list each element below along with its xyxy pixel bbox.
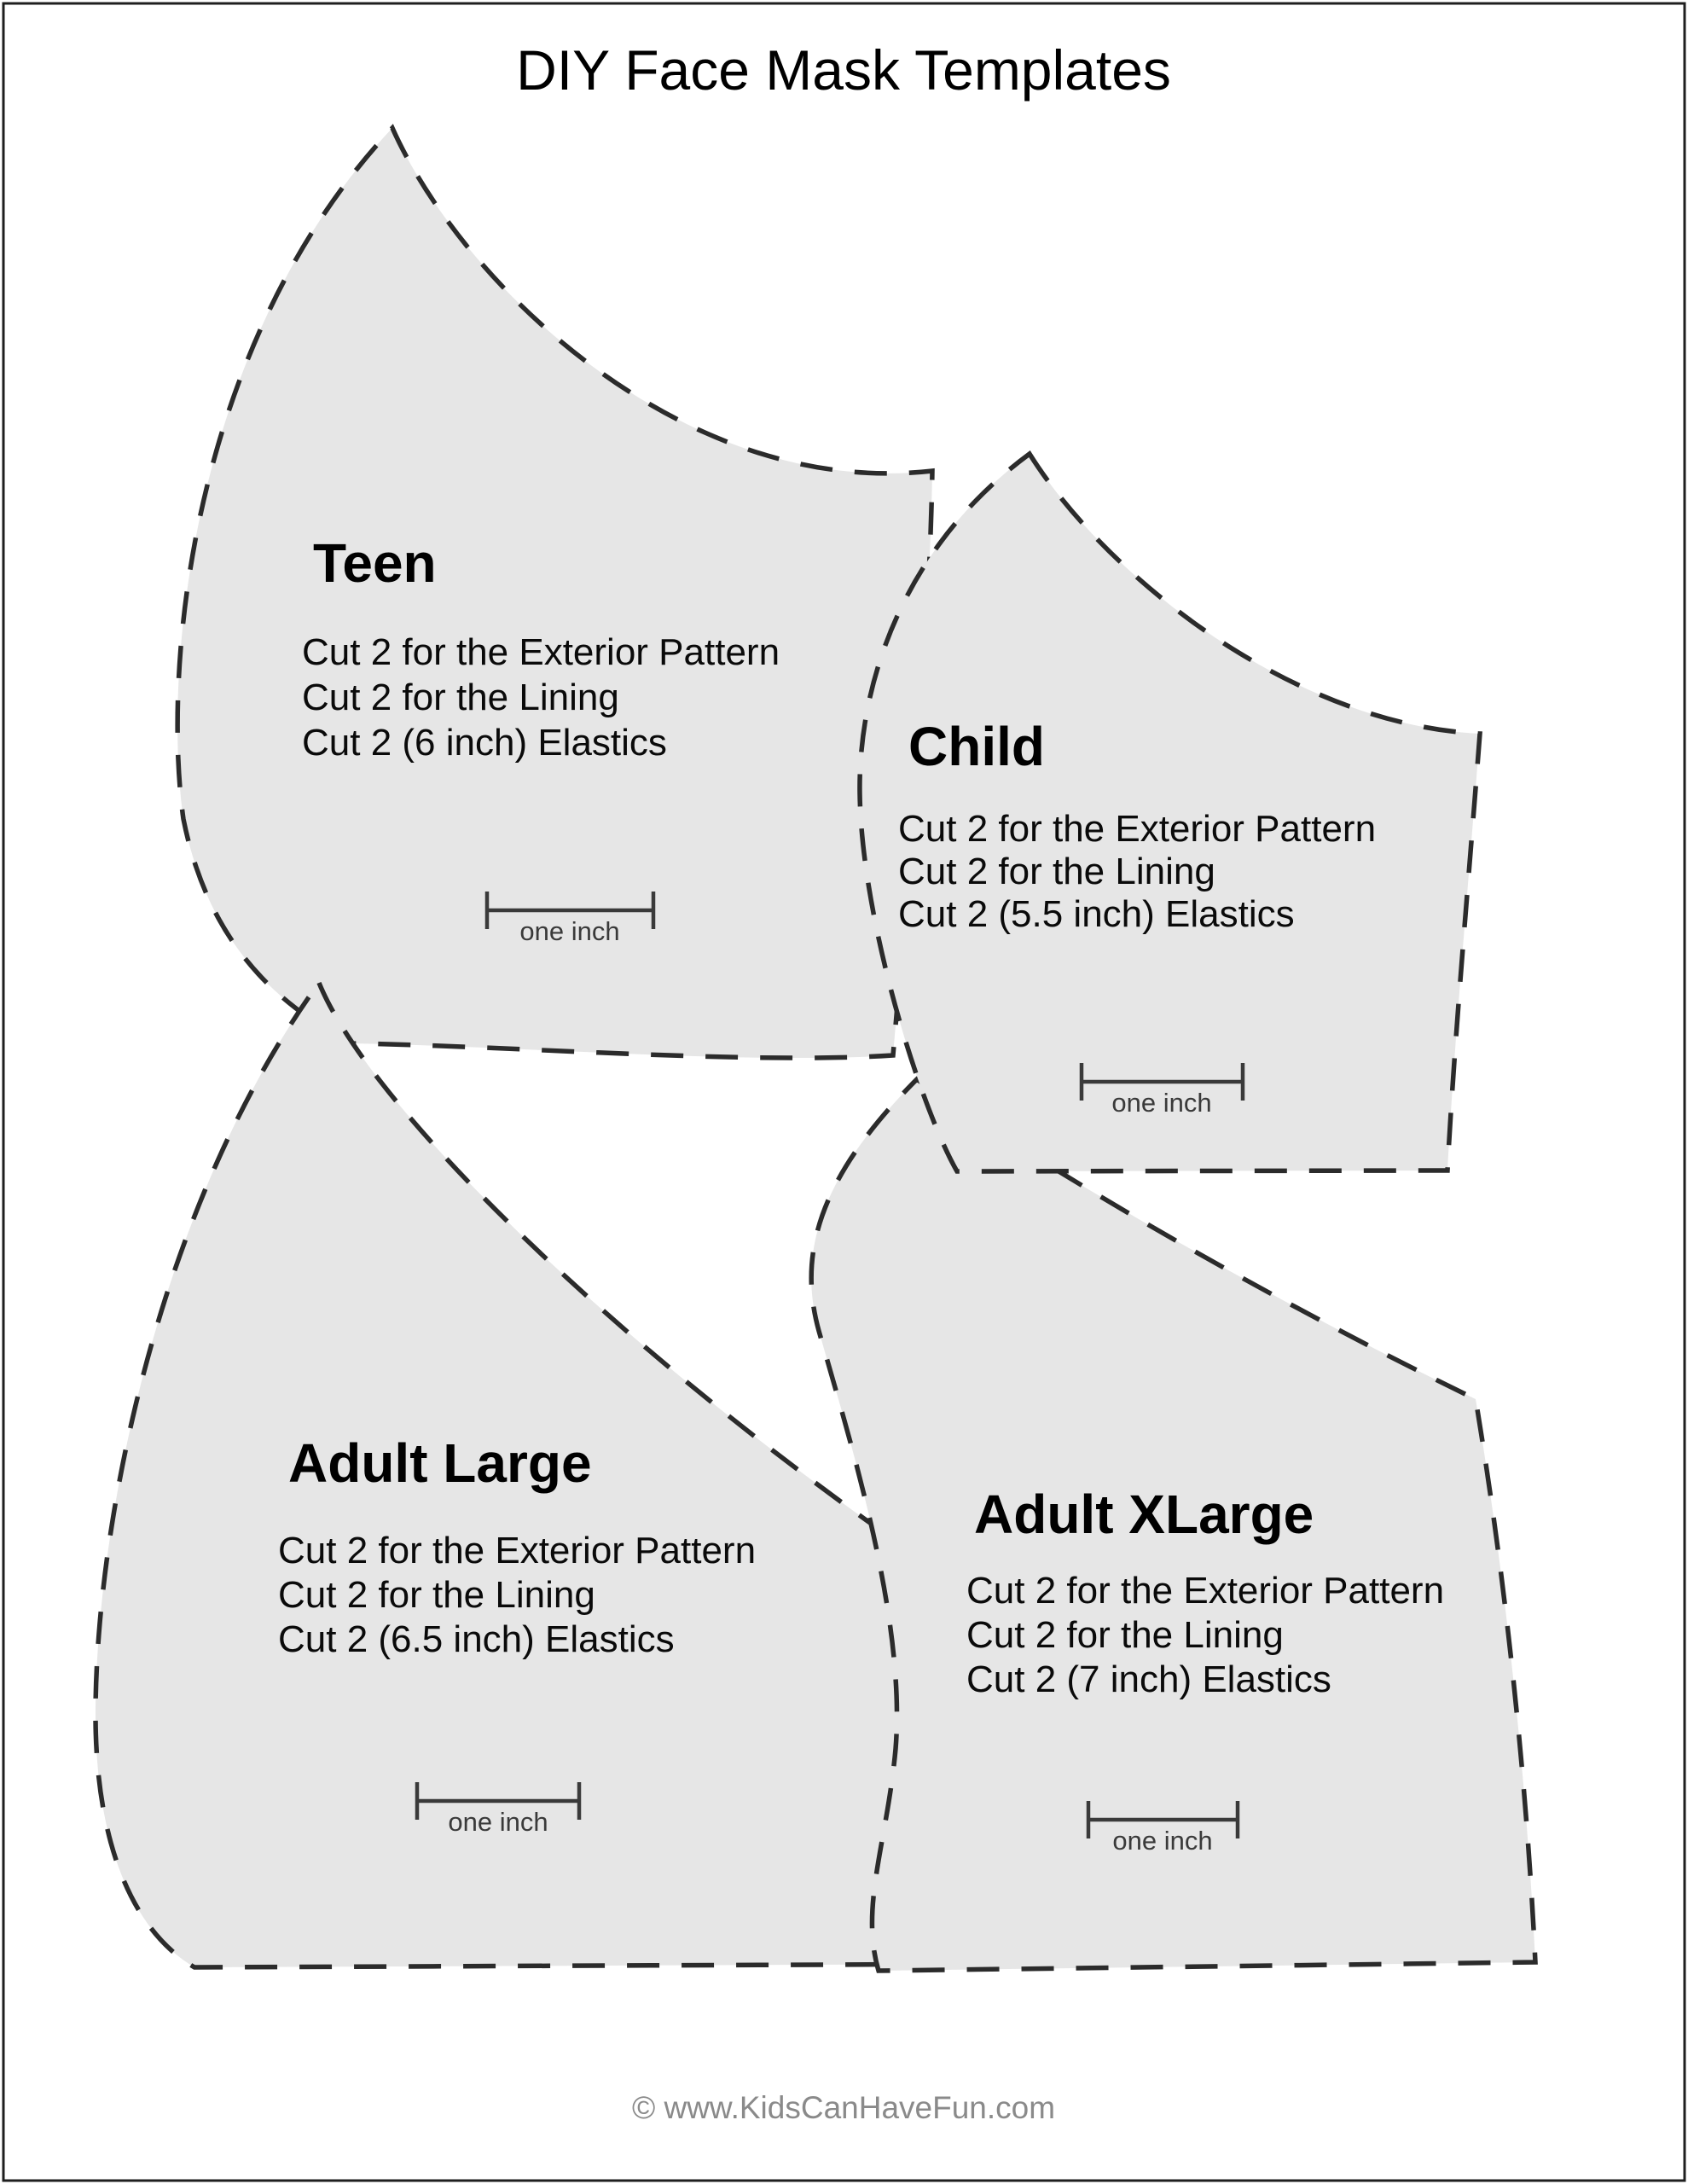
child-instruction-line: Cut 2 (5.5 inch) Elastics bbox=[898, 893, 1295, 935]
adult-xlarge-instruction-line: Cut 2 for the Exterior Pattern bbox=[966, 1570, 1445, 1612]
adult-large-instruction-line: Cut 2 for the Lining bbox=[278, 1574, 595, 1616]
teen-scale-label: one inch bbox=[519, 916, 620, 946]
adult-xlarge-instruction-line: Cut 2 for the Lining bbox=[966, 1614, 1284, 1656]
adult-xlarge-scale-label: one inch bbox=[1112, 1826, 1213, 1856]
child-heading: Child bbox=[908, 716, 1045, 777]
teen-instruction-line: Cut 2 (6 inch) Elastics bbox=[302, 722, 667, 764]
adult-large-scale-label: one inch bbox=[448, 1807, 548, 1837]
teen-instruction-line: Cut 2 for the Exterior Pattern bbox=[302, 631, 780, 673]
child-scale-label: one inch bbox=[1111, 1088, 1212, 1118]
adult-xlarge-heading: Adult XLarge bbox=[974, 1484, 1314, 1545]
page-title: DIY Face Mask Templates bbox=[516, 38, 1171, 102]
teen-instruction-line: Cut 2 for the Lining bbox=[302, 677, 619, 718]
adult-large-instruction-line: Cut 2 for the Exterior Pattern bbox=[278, 1530, 757, 1571]
footer-copyright: © www.KidsCanHaveFun.com bbox=[631, 2090, 1056, 2125]
child-instruction-line: Cut 2 for the Exterior Pattern bbox=[898, 808, 1377, 850]
child-instruction-line: Cut 2 for the Lining bbox=[898, 851, 1215, 892]
adult-large-instruction-line: Cut 2 (6.5 inch) Elastics bbox=[278, 1618, 675, 1660]
adult-xlarge-instruction-line: Cut 2 (7 inch) Elastics bbox=[966, 1658, 1331, 1700]
adult-large-heading: Adult Large bbox=[288, 1432, 592, 1494]
teen-heading: Teen bbox=[313, 532, 437, 594]
